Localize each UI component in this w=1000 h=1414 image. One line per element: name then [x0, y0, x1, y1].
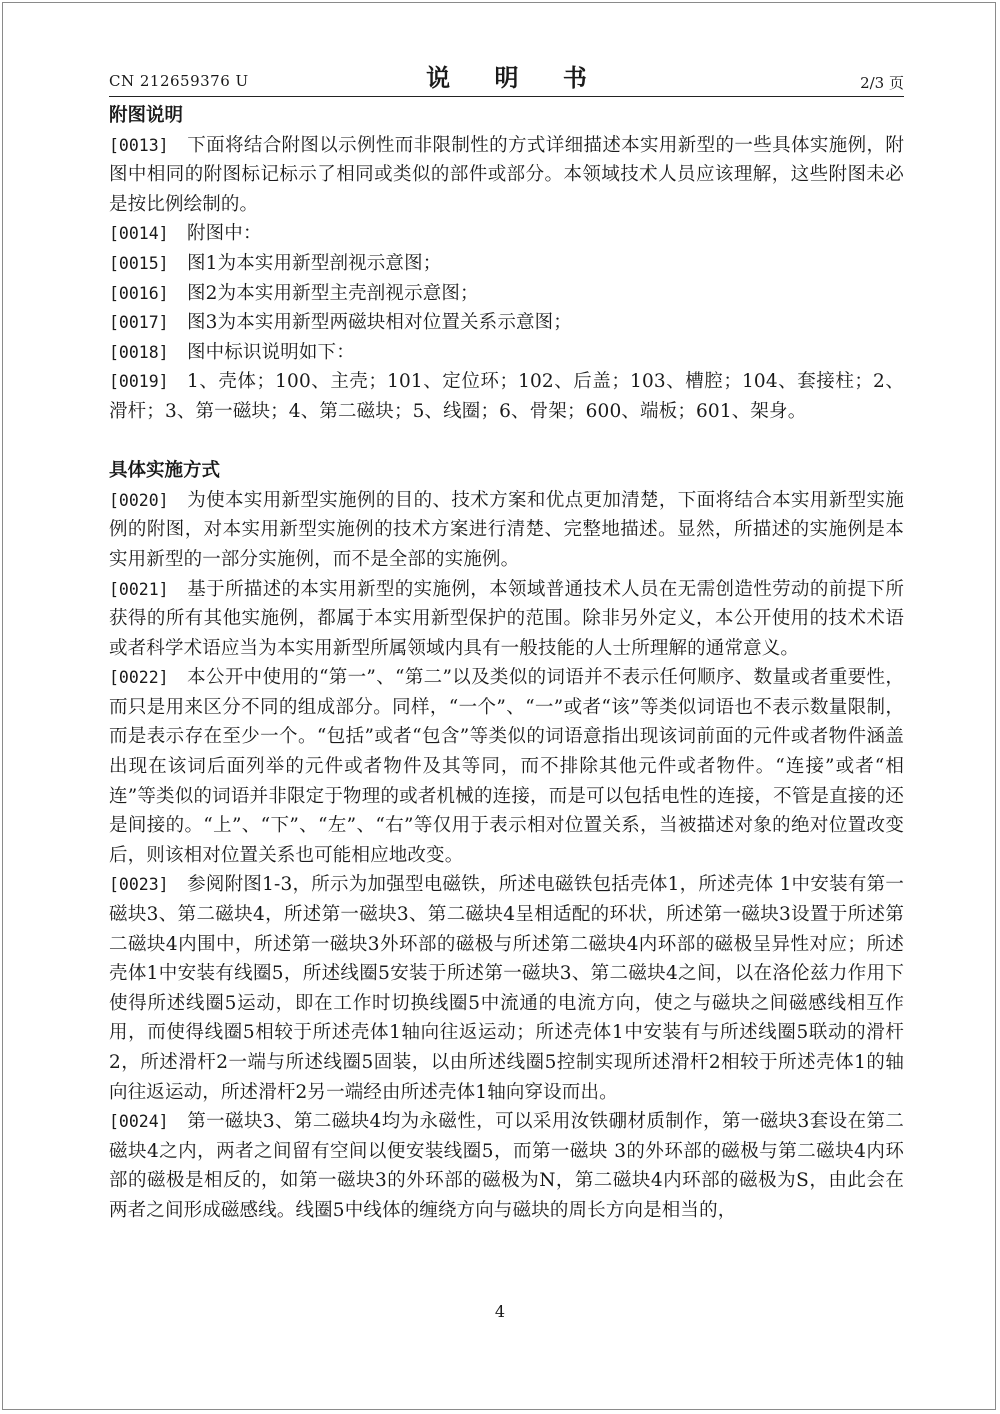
document-title: 说 明 书 — [426, 63, 605, 92]
paragraph-text: 为使本实用新型实施例的目的、技术方案和优点更加清楚，下面将结合本实用新型实施例的附图，对本实用新型实施例的技术方案进行清楚、完整地描述。显然，所描述的实施例是本实用新型的一部分实施例，而不是全部的实施例。 — [109, 489, 904, 570]
paragraph-text: 图3为本实用新型两磁块相对位置关系示意图； — [187, 312, 572, 334]
page-number: 4 — [494, 1302, 506, 1321]
header-rule — [109, 96, 904, 97]
paragraph-text: 本公开中使用的“第一”、“第二”以及类似的词语并不表示任何顺序、数量或者重要性，而只是用来区分不同的组成部分。同样，“一个”、“一”或者“该”等类似词语也不表示数量限制，而是表示存在至少一个。“包括”或者“包含”等类似的词语意指出现该词前面的元件或者物件涵盖出现在该词后面列举的元件或者物件及其等同，而不排除其他元件或者物件。“连接”或者“相连”等类似的词语并非限定于物理的或者机械的连接，而是可以包括电性的连接，不管是直接的还是间接的。“上”、“下”、“左”、“右”等仅用于表示相对位置关系，当被描述对象的绝对位置改变后，则该相对位置关系也可能相应地改变。 — [109, 667, 904, 866]
paragraph-text: 基于所描述的本实用新型的实施例，本领域普通技术人员在无需创造性劳动的前提下所获得的所有其他实施例，都属于本实用新型保护的范围。除非另外定义，本公开使用的技术术语或者科学术语应当为本实用新型所属领域内具有一般技能的人士所理解的通常意义。 — [109, 578, 904, 659]
page-indicator: 2/3 页 — [860, 74, 904, 92]
paragraph-text: 1、壳体；100、主壳；101、定位环；102、后盖；103、槽腔；104、套接柱；2、滑杆；3、第一磁块；4、第二磁块；5、线圈；6、骨架；600、端板；601、架身。 — [109, 371, 904, 422]
paragraph-text: 附图中： — [187, 223, 262, 245]
patent-number: CN 212659376 U — [109, 72, 249, 90]
paragraph-number: [0024] — [109, 1112, 169, 1132]
paragraph-number: [0021] — [109, 579, 169, 599]
paragraph-0022 — [109, 663, 904, 870]
paragraph-number: [0019] — [109, 372, 169, 392]
paragraph-0020 — [109, 486, 904, 575]
paragraph-number: [0013] — [109, 135, 169, 155]
paragraph-number: [0016] — [109, 283, 169, 303]
paragraph-text: 图1为本实用新型剖视示意图； — [187, 252, 442, 274]
document-body — [109, 101, 904, 1226]
paragraph-number: [0022] — [109, 668, 169, 688]
paragraph-0015 — [109, 249, 904, 279]
paragraph-number: [0023] — [109, 875, 169, 895]
paragraph-text: 图中标识说明如下： — [187, 341, 355, 363]
paragraph-0018 — [109, 338, 904, 368]
page-header — [109, 58, 904, 98]
paragraph-number: [0015] — [109, 253, 169, 273]
paragraph-number: [0018] — [109, 342, 169, 362]
paragraph-number: [0020] — [109, 490, 169, 510]
section-gap — [109, 427, 904, 457]
paragraph-number: [0014] — [109, 224, 169, 244]
paragraph-0014 — [109, 219, 904, 249]
paragraph-0019 — [109, 367, 904, 426]
paragraph-text: 下面将结合附图以示例性而非限制性的方式详细描述本实用新型的一些具体实施例，附图中相同的附图标记标示了相同或类似的部件或部分。本领域技术人员应该理解，这些附图未必是按比例绘制的。 — [109, 134, 904, 215]
paragraph-text: 第一磁块3、第二磁块4均为永磁性，可以采用汝铁硼材质制作，第一磁块3套设在第二磁块4之内，两者之间留有空间以便安装线圈5，而第一磁块 3的外环部的磁极与第二磁块4内环部的磁极是相反的，如第一磁块3的外环部的磁极为N，第二磁块4内环部的磁极为S，由此会在两者之间形成磁感线。线圈5中线体的缠绕方向与磁块的周长方向是相当的， — [109, 1111, 904, 1221]
paragraph-number: [0017] — [109, 313, 169, 333]
paragraph-0013 — [109, 131, 904, 220]
paragraph-0024 — [109, 1107, 904, 1225]
paragraph-0021 — [109, 575, 904, 664]
paragraph-0023 — [109, 870, 904, 1107]
paragraph-text: 图2为本实用新型主壳剖视示意图； — [187, 282, 479, 304]
section-heading-drawings: 附图说明 — [109, 105, 184, 126]
paragraph-0016 — [109, 279, 904, 309]
paragraph-text: 参阅附图1-3，所示为加强型电磁铁，所述电磁铁包括壳体1，所述壳体 1中安装有第一磁块3、第二磁块4，所述第一磁块3、第二磁块4呈相适配的环状，所述第一磁块3设置于所述第二磁块4内围中，所述第一磁块3外环部的磁极与所述第二磁块4内环部的磁极呈异性对应；所述壳体1中安装有线圈5，所述线圈5安装于所述第一磁块3、第二磁块4之间，以在洛伦兹力作用下使得所述线圈5运动，即在工作时切换线圈5中流通的电流方向，使之与磁块之间磁感线相互作用，而使得线圈5相较于所述壳体1轴向往返运动；所述壳体1中安装有与所述线圈5联动的滑杆2，所述滑杆2一端与所述线圈5固装，以由所述线圈5控制实现所述滑杆2相较于所述壳体1的轴向往返运动，所述滑杆2另一端经由所述壳体1轴向穿设而出。 — [109, 874, 904, 1103]
paragraph-0017 — [109, 308, 904, 338]
section-heading-embodiments: 具体实施方式 — [109, 460, 221, 482]
